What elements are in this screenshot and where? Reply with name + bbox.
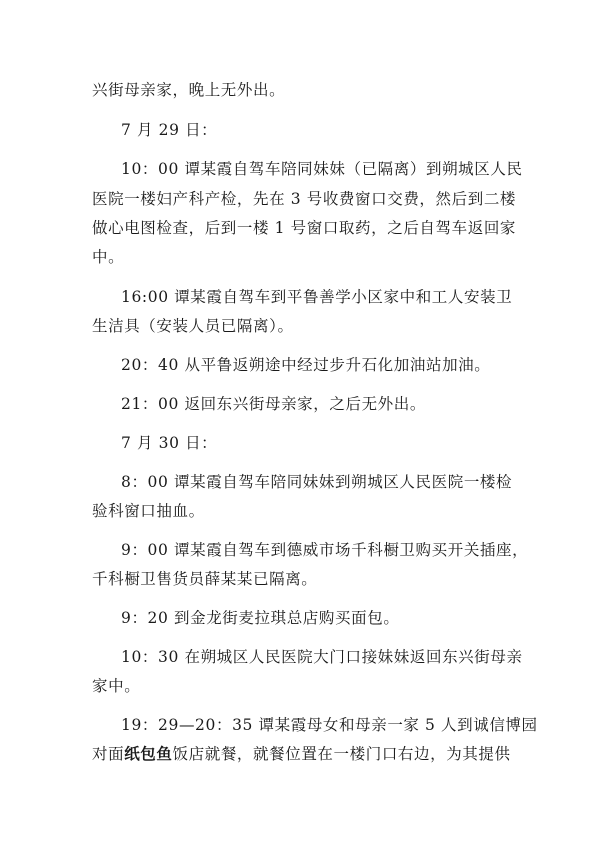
restaurant-name: 纸包鱼	[124, 744, 173, 763]
text-line: 生洁具（安装人员已隔离）。	[92, 317, 294, 335]
text-line: 9：00 谭某霞自驾车到德威市场千科橱卫购买开关插座，	[121, 541, 529, 559]
text-line: 16:00 谭某霞自驾车到平鲁善学小区家中和工人安装卫	[121, 288, 513, 306]
text-line: 21：00 返回东兴街母亲家，之后无外出。	[121, 395, 426, 413]
text-line: 20：40 从平鲁返朔途中经过步升石化加油站加油。	[121, 356, 491, 374]
text-line: 中。	[92, 248, 125, 266]
text-line: 10：30 在朔城区人民医院大门口接妹妹返回东兴街母亲	[121, 648, 523, 666]
text-fragment: 饭店就餐，就餐位置在一楼门口右边，为其提供	[172, 745, 511, 763]
text-line: 19：29—20：35 谭某霞母女和母亲一家 5 人到诚信博园	[121, 716, 538, 734]
text-line: 做心电图检查，后到一楼 1 号窗口取药，之后自驾车返回家	[92, 219, 517, 237]
text-fragment: 对面	[92, 745, 125, 763]
date-heading: 7 月 30 日：	[121, 434, 218, 452]
text-line: 10：00 谭某霞自驾车陪同妹妹（已隔离）到朔城区人民	[121, 160, 523, 178]
text-line: 医院一楼妇产科产检，先在 3 号收费窗口交费，然后到二楼	[92, 190, 517, 208]
text-line: 8：00 谭某霞自驾车陪同妹妹到朔城区人民医院一楼检	[121, 473, 513, 491]
date-heading: 7 月 29 日：	[121, 121, 218, 139]
text-line: 家中。	[92, 677, 141, 695]
text-line: 千科橱卫售货员薛某某已隔离。	[92, 570, 318, 588]
text-line: 兴街母亲家，晚上无外出。	[92, 81, 286, 99]
text-line: 验科窗口抽血。	[92, 502, 205, 520]
text-line: 9：20 到金龙街麦拉琪总店购买面包。	[121, 609, 400, 627]
text-line	[92, 744, 511, 764]
